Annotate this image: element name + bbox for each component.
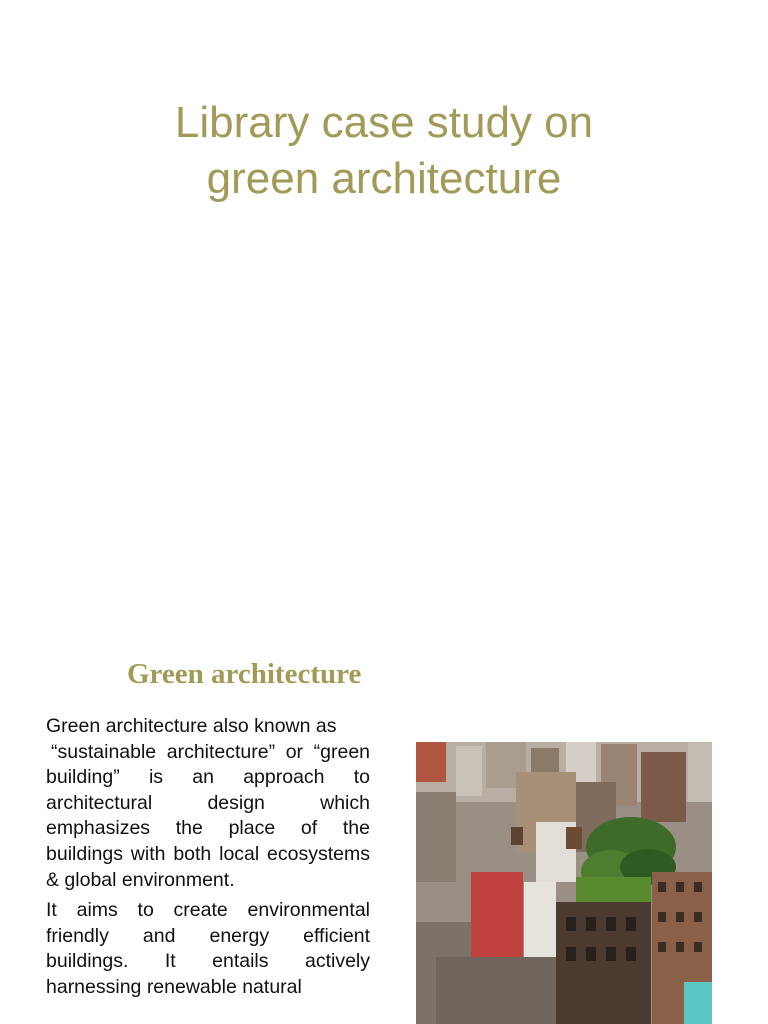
paragraph-aims [46,898,370,1000]
quote-open-1: “ [51,740,58,763]
rooftops [436,957,556,1024]
quote-close-1: ” or [268,740,304,763]
building [416,792,456,882]
building [456,746,482,796]
red-building [471,872,523,957]
water-tower [566,827,582,849]
section-heading: Green architecture [127,658,362,691]
paragraph-definition-rest: ” is an approach to architectural design which emphasizes the place of the buildings with both local ecosystems & global environment. [46,766,370,891]
building [688,742,712,802]
slide-title-line-1: Library case study on [174,98,594,148]
building [641,752,686,822]
white-building [524,882,556,962]
quote-open-2: “ [313,740,321,763]
term-green-building: green building [46,740,371,789]
city-rooftop-garden-photo [416,742,712,1024]
term-sustainable-architecture: sustainable architecture [57,740,269,763]
paragraph-definition-lead: Green architecture also known as [46,715,337,737]
slide-title [0,95,768,207]
body-text [46,714,370,1001]
building [416,742,446,782]
paragraph-aims-text: It aims to create environmental friendly and energy efficient buildings. It entails actively harnessing renewable natural [46,899,370,998]
slide-title-line-2: green architecture [206,154,562,204]
teal-building [684,982,712,1024]
city-rooftop-garden-illustration [416,742,712,1024]
paragraph-definition [46,714,370,893]
water-tower [511,827,523,845]
